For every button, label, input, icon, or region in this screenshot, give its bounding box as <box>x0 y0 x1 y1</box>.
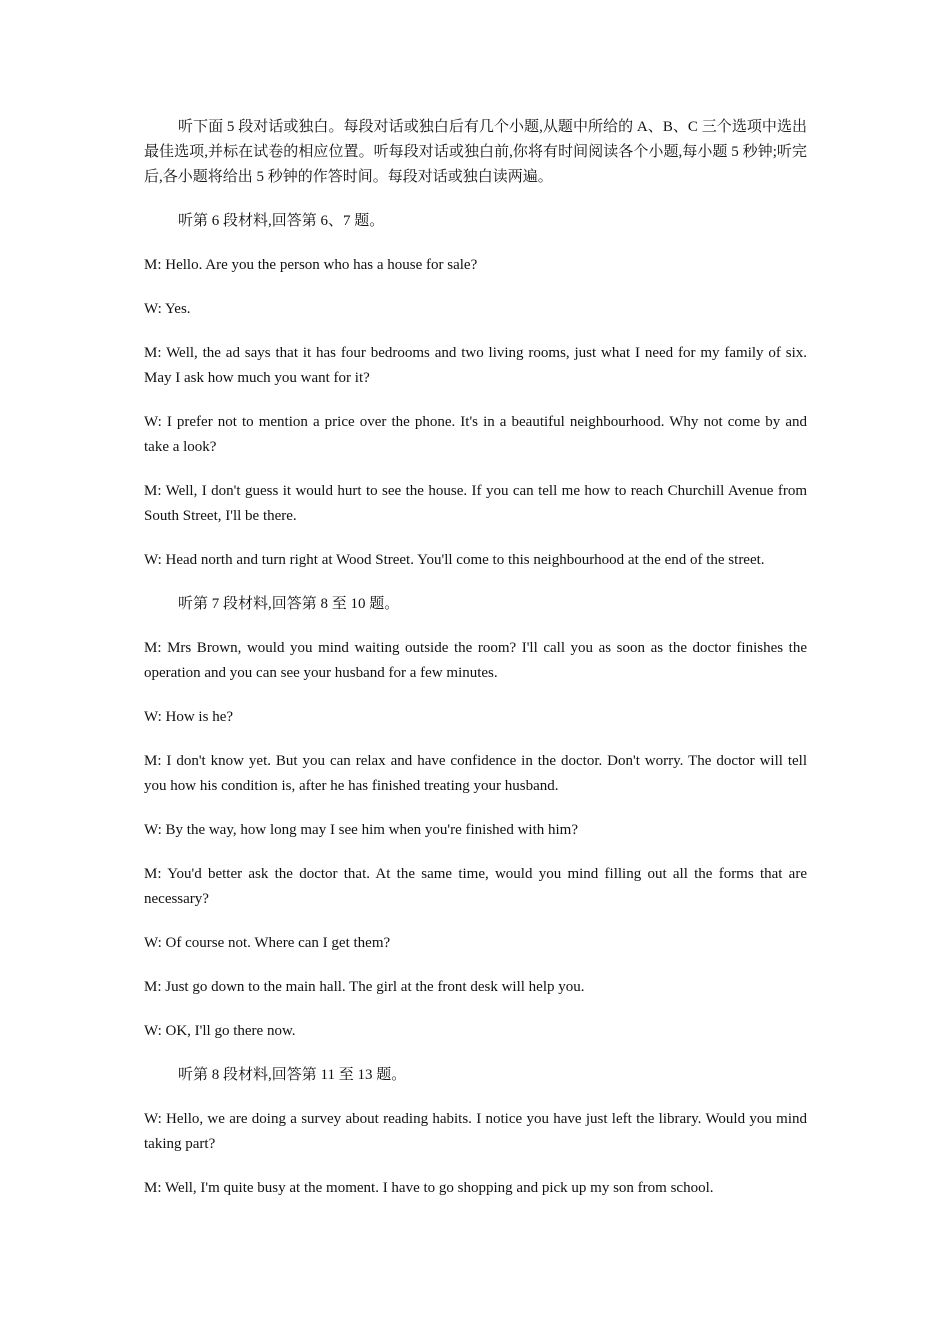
dialogue-line: W: I prefer not to mention a price over the phone. It's in a beautiful neighbourhood. Why not come by and take a look? <box>144 414 807 455</box>
dialogue-line: M: Well, the ad says that it has four bedrooms and two living rooms, just what I need for my family of six. May I ask how much you want for it? <box>144 345 807 386</box>
document-body <box>144 115 807 1220</box>
section-heading-6: 听第 6 段材料,回答第 6、7 题。 <box>178 213 385 229</box>
dialogue-line: W: Of course not. Where can I get them? <box>144 935 391 951</box>
dialogue-line: W: Hello, we are doing a survey about reading habits. I notice you have just left the library. Would you mind taking part? <box>144 1111 807 1152</box>
section-heading-7: 听第 7 段材料,回答第 8 至 10 题。 <box>178 596 400 612</box>
dialogue-line: M: Mrs Brown, would you mind waiting outside the room? I'll call you as soon as the doctor finishes the operation and you can see your husband for a few minutes. <box>144 640 807 681</box>
dialogue-line: M: Just go down to the main hall. The girl at the front desk will help you. <box>144 979 585 995</box>
dialogue-line: M: Well, I don't guess it would hurt to see the house. If you can tell me how to reach Churchill Avenue from South Street, I'll be there. <box>144 483 807 524</box>
dialogue-line: M: You'd better ask the doctor that. At the same time, would you mind filling out all the forms that are necessary? <box>144 866 807 907</box>
dialogue-line: M: Well, I'm quite busy at the moment. I have to go shopping and pick up my son from school. <box>144 1180 714 1196</box>
instructions-paragraph: 听下面 5 段对话或独白。每段对话或独白后有几个小题,从题中所给的 A、B、C 三个选项中选出最佳选项,并标在试卷的相应位置。听每段对话或独白前,你将有时间阅读各个小题,每小题 5 秒钟;听完后,各小题将给出 5 秒钟的作答时间。每段对话或独白读两遍。 <box>144 119 807 185</box>
section-heading-8: 听第 8 段材料,回答第 11 至 13 题。 <box>178 1067 407 1083</box>
dialogue-line: W: By the way, how long may I see him when you're finished with him? <box>144 822 579 838</box>
dialogue-line: M: I don't know yet. But you can relax and have confidence in the doctor. Don't worry. The doctor will tell you how his condition is, after he has finished treating your husband. <box>144 753 807 794</box>
dialogue-line: M: Hello. Are you the person who has a house for sale? <box>144 257 478 273</box>
dialogue-line: W: Head north and turn right at Wood Street. You'll come to this neighbourhood at the end of the street. <box>144 552 765 568</box>
dialogue-line: W: How is he? <box>144 709 234 725</box>
dialogue-line: W: OK, I'll go there now. <box>144 1023 296 1039</box>
dialogue-line: W: Yes. <box>144 301 191 317</box>
